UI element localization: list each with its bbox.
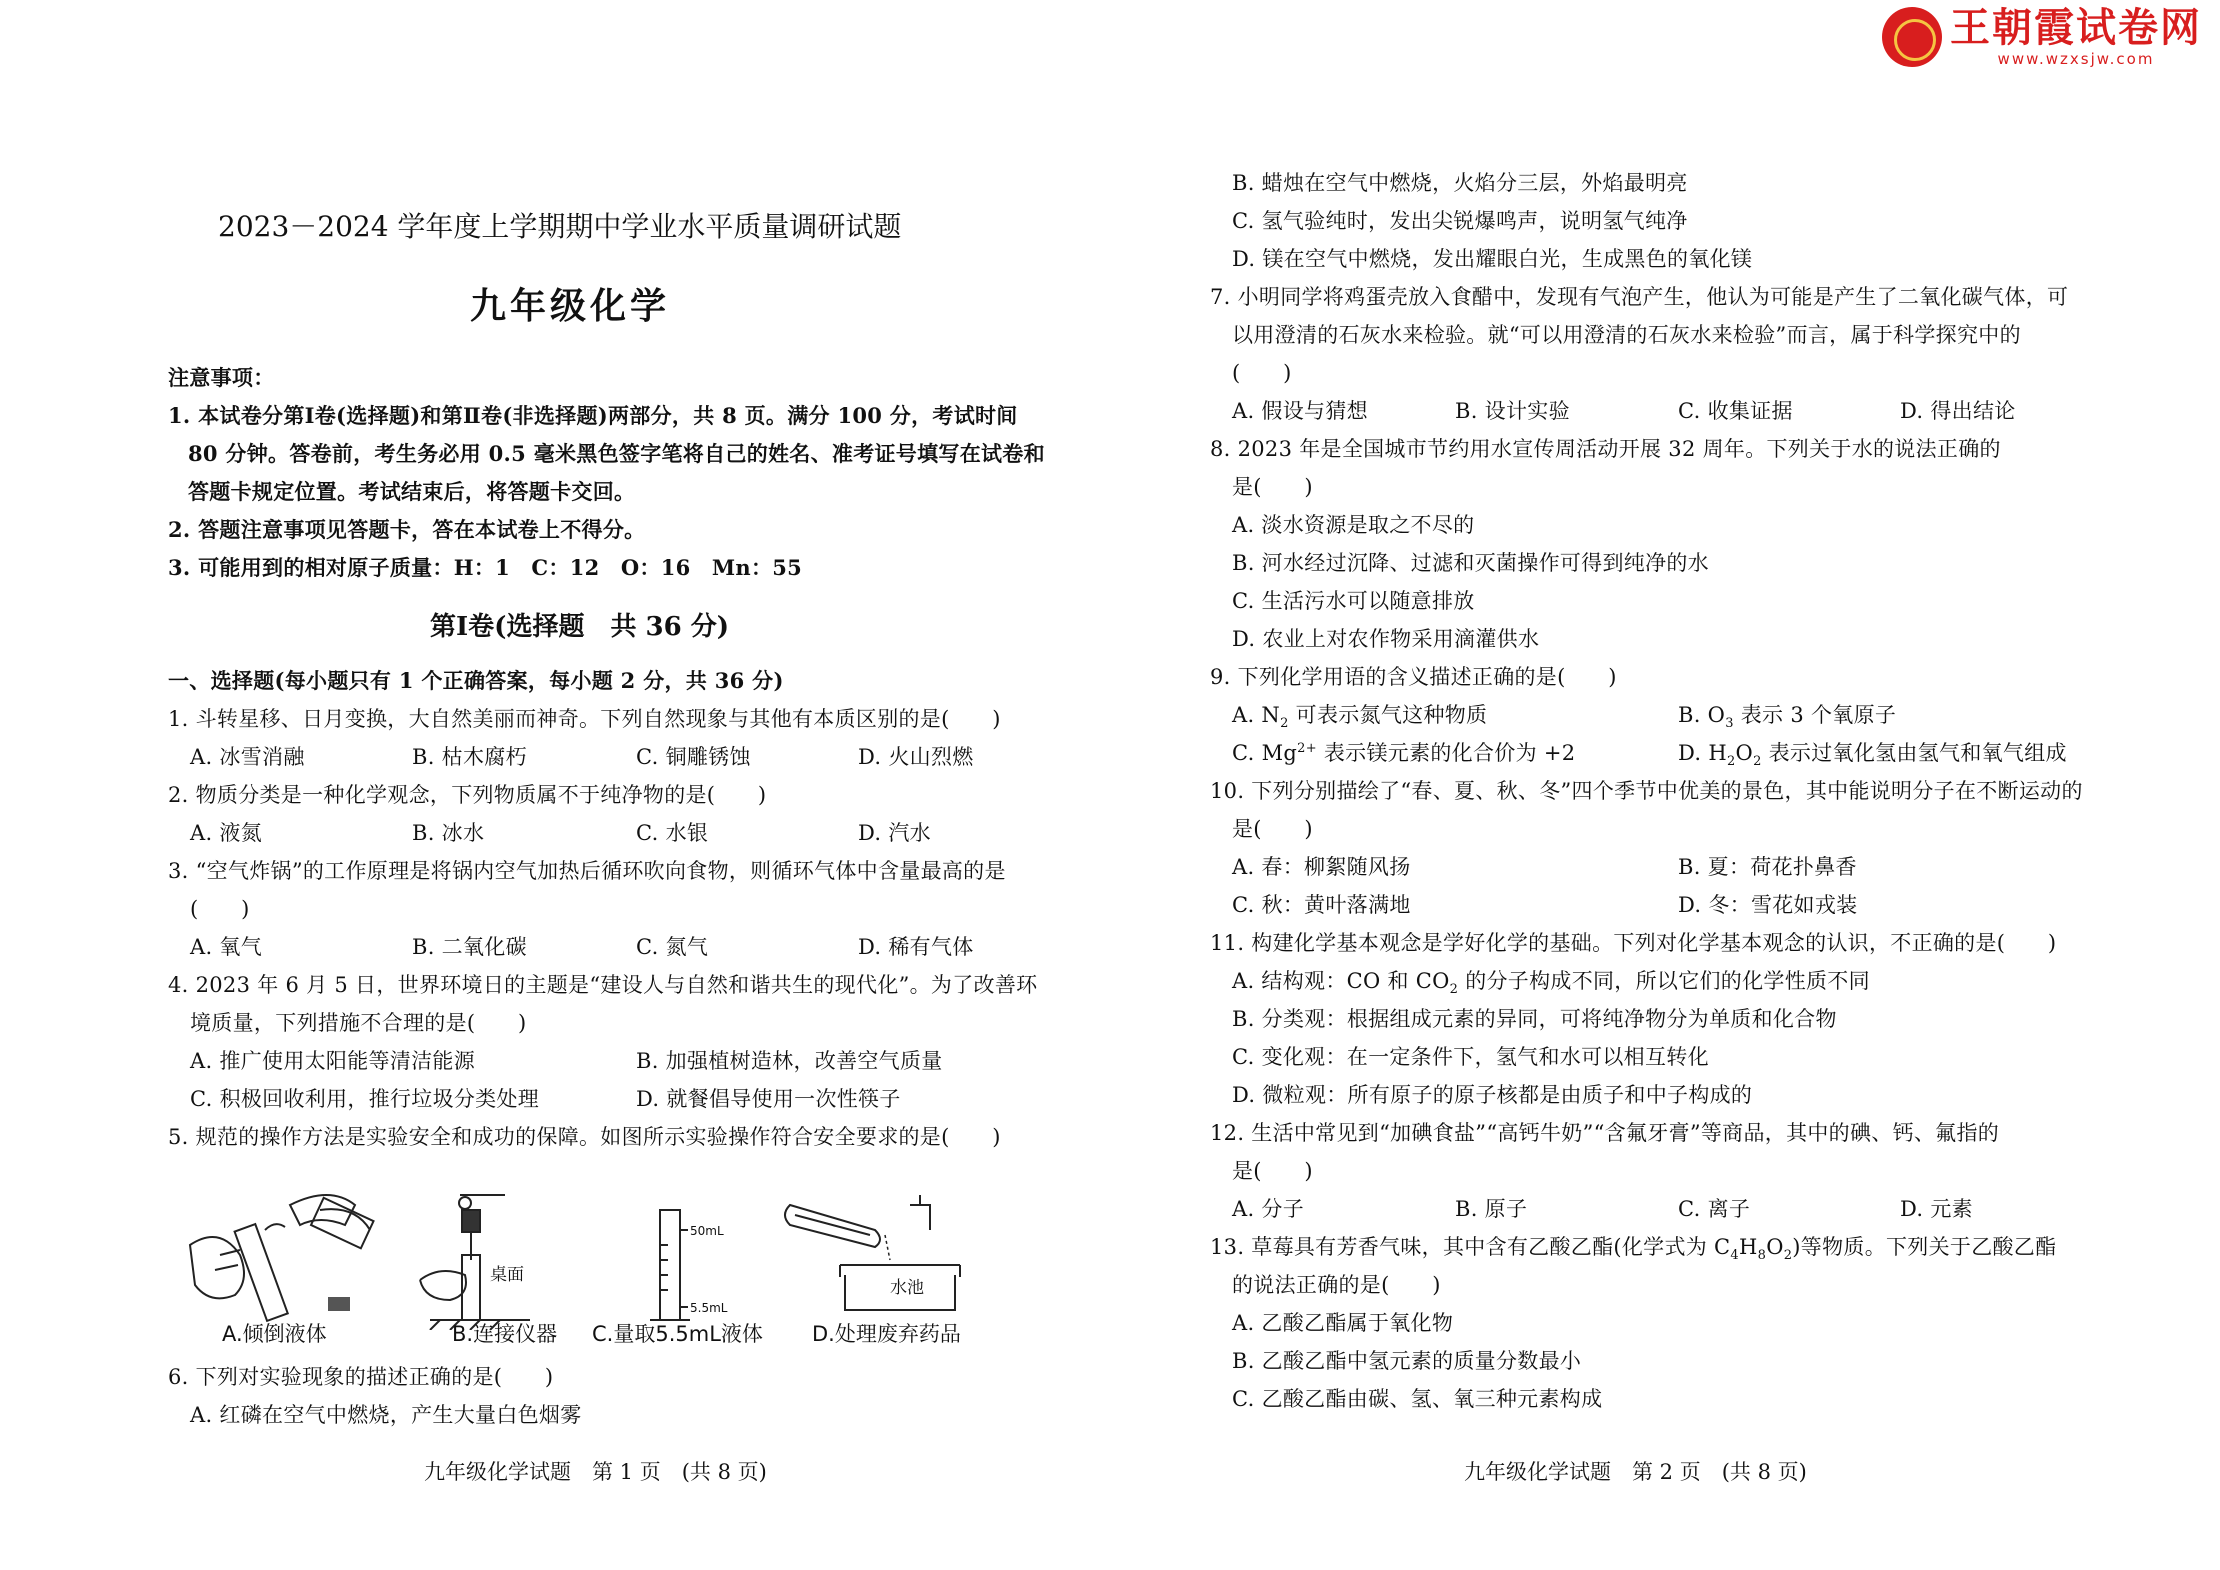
notice-line: 80 分钟。答卷前，考生务必用 0.5 毫米黑色签字笔将自己的姓名、准考证号填写在试卷和 xyxy=(188,441,1045,466)
figure-label-sink: 水池 xyxy=(890,1278,924,1298)
logo-url: www.wzxsjw.com xyxy=(1997,50,2155,68)
option: C. 铜雕锈蚀 xyxy=(636,745,751,769)
option-text: B. O xyxy=(1678,703,1726,727)
option: D. 元素 xyxy=(1900,1197,1973,1221)
question-3-blank: ( ) xyxy=(190,897,250,921)
option: B. 河水经过沉降、过滤和灭菌操作可得到纯净的水 xyxy=(1232,551,1709,575)
part-heading: 一、选择题(每小题只有 1 个正确答案，每小题 2 分，共 36 分) xyxy=(168,668,784,693)
option: D. 农业上对农作物采用滴灌供水 xyxy=(1232,627,1540,651)
question-2: 2. 物质分类是一种化学观念，下列物质属不于纯净物的是( ) xyxy=(168,783,767,807)
question-11: 11. 构建化学基本观念是学好化学的基础。下列对化学基本观念的认识，不正确的是( ) xyxy=(1210,931,2057,955)
question-10: 10. 下列分别描绘了“春、夏、秋、冬”四个季节中优美的景色，其中能说明分子在不断运动的 xyxy=(1210,779,2083,803)
question-8: 8. 2023 年是全国城市节约用水宣传周活动开展 32 周年。下列关于水的说法正确的 xyxy=(1210,437,2001,461)
option: D. 稀有气体 xyxy=(858,935,974,959)
option: A. 假设与猜想 xyxy=(1232,399,1368,423)
question-7-cont: 以用澄清的石灰水来检验。就“可以用澄清的石灰水来检验”而言，属于科学探究中的 xyxy=(1232,323,2021,347)
exam-title: 2023－2024 学年度上学期期中学业水平质量调研试题 xyxy=(218,210,902,243)
subscript: 3 xyxy=(1725,716,1734,732)
option: A. 冰雪消融 xyxy=(190,745,305,769)
figure-connecting-instruments xyxy=(410,1185,620,1330)
option: B. 加强植树造林，改善空气质量 xyxy=(636,1049,943,1073)
question-text: )等物质。下列关于乙酸乙酯 xyxy=(1792,1235,2057,1259)
option-text: C. Mg xyxy=(1232,741,1298,765)
site-logo xyxy=(1882,6,2202,68)
option: B. 乙酸乙酯中氢元素的质量分数最小 xyxy=(1232,1349,1582,1373)
option: C. 变化观：在一定条件下，氢气和水可以相互转化 xyxy=(1232,1045,1709,1069)
question-text: O xyxy=(1766,1235,1784,1259)
notice-heading: 注意事项： xyxy=(168,365,275,390)
option: A. 红磷在空气中燃烧，产生大量白色烟雾 xyxy=(190,1403,582,1427)
option-text: 的分子构成不同，所以它们的化学性质不同 xyxy=(1458,969,1870,993)
logo-name: 王朝霞试卷网 xyxy=(1950,5,2202,51)
option: D. 得出结论 xyxy=(1900,399,2016,423)
notice-line: 2. 答题注意事项见答题卡，答在本试卷上不得分。 xyxy=(168,517,646,542)
option: C. 生活污水可以随意排放 xyxy=(1232,589,1475,613)
section-title: 第Ⅰ卷(选择题 共 36 分) xyxy=(430,612,730,642)
subscript: 4 xyxy=(1730,1248,1739,1264)
option: A. 分子 xyxy=(1232,1197,1305,1221)
subscript: 2 xyxy=(1449,982,1459,998)
question-text: H xyxy=(1738,1235,1758,1259)
option: D. 汽水 xyxy=(858,821,931,845)
figure-pouring-liquid xyxy=(180,1185,390,1330)
subscript: 2 xyxy=(1280,716,1289,732)
notice-line: 答题卡规定位置。考试结束后，将答题卡交回。 xyxy=(188,479,636,504)
option-text: 表示 3 个氧原子 xyxy=(1733,703,1897,727)
figure-label-50ml: 50mL xyxy=(690,1224,724,1238)
option: A. 推广使用太阳能等清洁能源 xyxy=(190,1049,476,1073)
option: B. 设计实验 xyxy=(1455,399,1570,423)
option: B. 蜡烛在空气中燃烧，火焰分三层，外焰最明亮 xyxy=(1232,171,1688,195)
question-13 xyxy=(1210,1231,2056,1263)
option: B. 夏：荷花扑鼻香 xyxy=(1678,855,1857,879)
option: D. 微粒观：所有原子的原子核都是由质子和中子构成的 xyxy=(1232,1083,1753,1107)
page-footer: 九年级化学试题 第 1 页 (共 8 页) xyxy=(424,1460,767,1484)
option: B. 二氧化碳 xyxy=(412,935,527,959)
figure-caption-b: B.连接仪器 xyxy=(452,1322,558,1346)
figure-caption-a: A.倾倒液体 xyxy=(222,1322,327,1346)
question-7: 7. 小明同学将鸡蛋壳放入食醋中，发现有气泡产生，他认为可能是产生了二氧化碳气体，可 xyxy=(1210,285,2069,309)
subscript: 8 xyxy=(1757,1248,1767,1264)
question-7-blank: ( ) xyxy=(1232,361,1292,385)
subscript: 2 xyxy=(1753,754,1762,770)
option: C. 氮气 xyxy=(636,935,709,959)
question-9: 9. 下列化学用语的含义描述正确的是( ) xyxy=(1210,665,1617,689)
figure-label-55ml: 5.5mL xyxy=(690,1301,728,1315)
notice-line: 1. 本试卷分第Ⅰ卷(选择题)和第Ⅱ卷(非选择题)两部分，共 8 页。满分 100 分，考试时间 xyxy=(168,403,1018,428)
question-4: 4. 2023 年 6 月 5 日，世界环境日的主题是“建设人与自然和谐共生的现代化”。为了改善环 xyxy=(168,973,1038,997)
option: D. 冬：雪花如戎装 xyxy=(1678,893,1858,917)
question-1: 1. 斗转星移、日月变换，大自然美丽而神奇。下列自然现象与其他有本质区别的是( ) xyxy=(168,707,1001,731)
superscript: 2+ xyxy=(1297,741,1317,756)
question-10-cont: 是( ) xyxy=(1232,817,1313,841)
question-5: 5. 规范的操作方法是实验安全和成功的保障。如图所示实验操作符合安全要求的是( ) xyxy=(168,1125,1001,1149)
notice-line: 3. 可能用到的相对原子质量：H：1 C：12 O：16 Mn：55 xyxy=(168,555,803,580)
option xyxy=(1232,965,1870,997)
option: A. 氧气 xyxy=(190,935,263,959)
figure-label-desk: 桌面 xyxy=(490,1265,524,1285)
option: C. 秋：黄叶落满地 xyxy=(1232,893,1411,917)
option: A. 春：柳絮随风扬 xyxy=(1232,855,1411,879)
question-text: 13. 草莓具有芳香气味，其中含有乙酸乙酯(化学式为 C xyxy=(1210,1235,1731,1259)
option-text: O xyxy=(1735,741,1754,765)
option: B. 枯木腐朽 xyxy=(412,745,527,769)
option xyxy=(1678,737,2067,769)
question-8-cont: 是( ) xyxy=(1232,475,1313,499)
question-4-cont: 境质量，下列措施不合理的是( ) xyxy=(190,1011,527,1035)
option: D. 火山烈燃 xyxy=(858,745,974,769)
option: C. 积极回收利用，推行垃圾分类处理 xyxy=(190,1087,540,1111)
option: C. 氢气验纯时，发出尖锐爆鸣声，说明氢气纯净 xyxy=(1232,209,1688,233)
subscript: 2 xyxy=(1726,754,1736,770)
option-text: D. H xyxy=(1678,741,1727,765)
option: C. 离子 xyxy=(1678,1197,1751,1221)
option-text: 表示镁元素的化合价为 +2 xyxy=(1316,741,1576,765)
option xyxy=(1232,699,1487,731)
subscript: 2 xyxy=(1783,1248,1793,1264)
figure-sink-disposal xyxy=(780,1185,990,1330)
option-text: A. 结构观：CO 和 CO xyxy=(1232,969,1450,993)
option xyxy=(1678,699,1896,731)
question-3: 3. “空气炸锅”的工作原理是将锅内空气加热后循环吹向食物，则循环气体中含量最高的是 xyxy=(168,859,1006,883)
option: B. 原子 xyxy=(1455,1197,1528,1221)
page-footer: 九年级化学试题 第 2 页 (共 8 页) xyxy=(1464,1460,1807,1484)
option: A. 淡水资源是取之不尽的 xyxy=(1232,513,1475,537)
logo-emblem-icon xyxy=(1882,7,1942,67)
right-page xyxy=(1110,0,2220,1570)
option-text: A. N xyxy=(1232,703,1281,727)
figure-caption-c: C.量取5.5mL液体 xyxy=(592,1322,763,1346)
question-12-cont: 是( ) xyxy=(1232,1159,1313,1183)
option: C. 收集证据 xyxy=(1678,399,1793,423)
option: B. 分类观：根据组成元素的异同，可将纯净物分为单质和化合物 xyxy=(1232,1007,1837,1031)
option-text: 可表示氮气这种物质 xyxy=(1288,703,1488,727)
figure-caption-d: D.处理废弃药品 xyxy=(812,1322,961,1346)
option: C. 乙酸乙酯由碳、氢、氧三种元素构成 xyxy=(1232,1387,1603,1411)
option xyxy=(1232,737,1575,767)
option: D. 就餐倡导使用一次性筷子 xyxy=(636,1087,901,1111)
option: C. 水银 xyxy=(636,821,709,845)
question-12: 12. 生活中常见到“加碘食盐”“高钙牛奶”“含氟牙膏”等商品，其中的碘、钙、氟指的 xyxy=(1210,1121,2000,1145)
option: A. 液氮 xyxy=(190,821,263,845)
option: B. 冰水 xyxy=(412,821,485,845)
option: D. 镁在空气中燃烧，发出耀眼白光，生成黑色的氧化镁 xyxy=(1232,247,1753,271)
question-13-cont: 的说法正确的是( ) xyxy=(1232,1273,1441,1297)
option: A. 乙酸乙酯属于氧化物 xyxy=(1232,1311,1454,1335)
question-6: 6. 下列对实验现象的描述正确的是( ) xyxy=(168,1365,554,1389)
option-text: 表示过氧化氢由氢气和氧气组成 xyxy=(1761,741,2067,765)
subject-title: 九年级化学 xyxy=(470,285,671,327)
